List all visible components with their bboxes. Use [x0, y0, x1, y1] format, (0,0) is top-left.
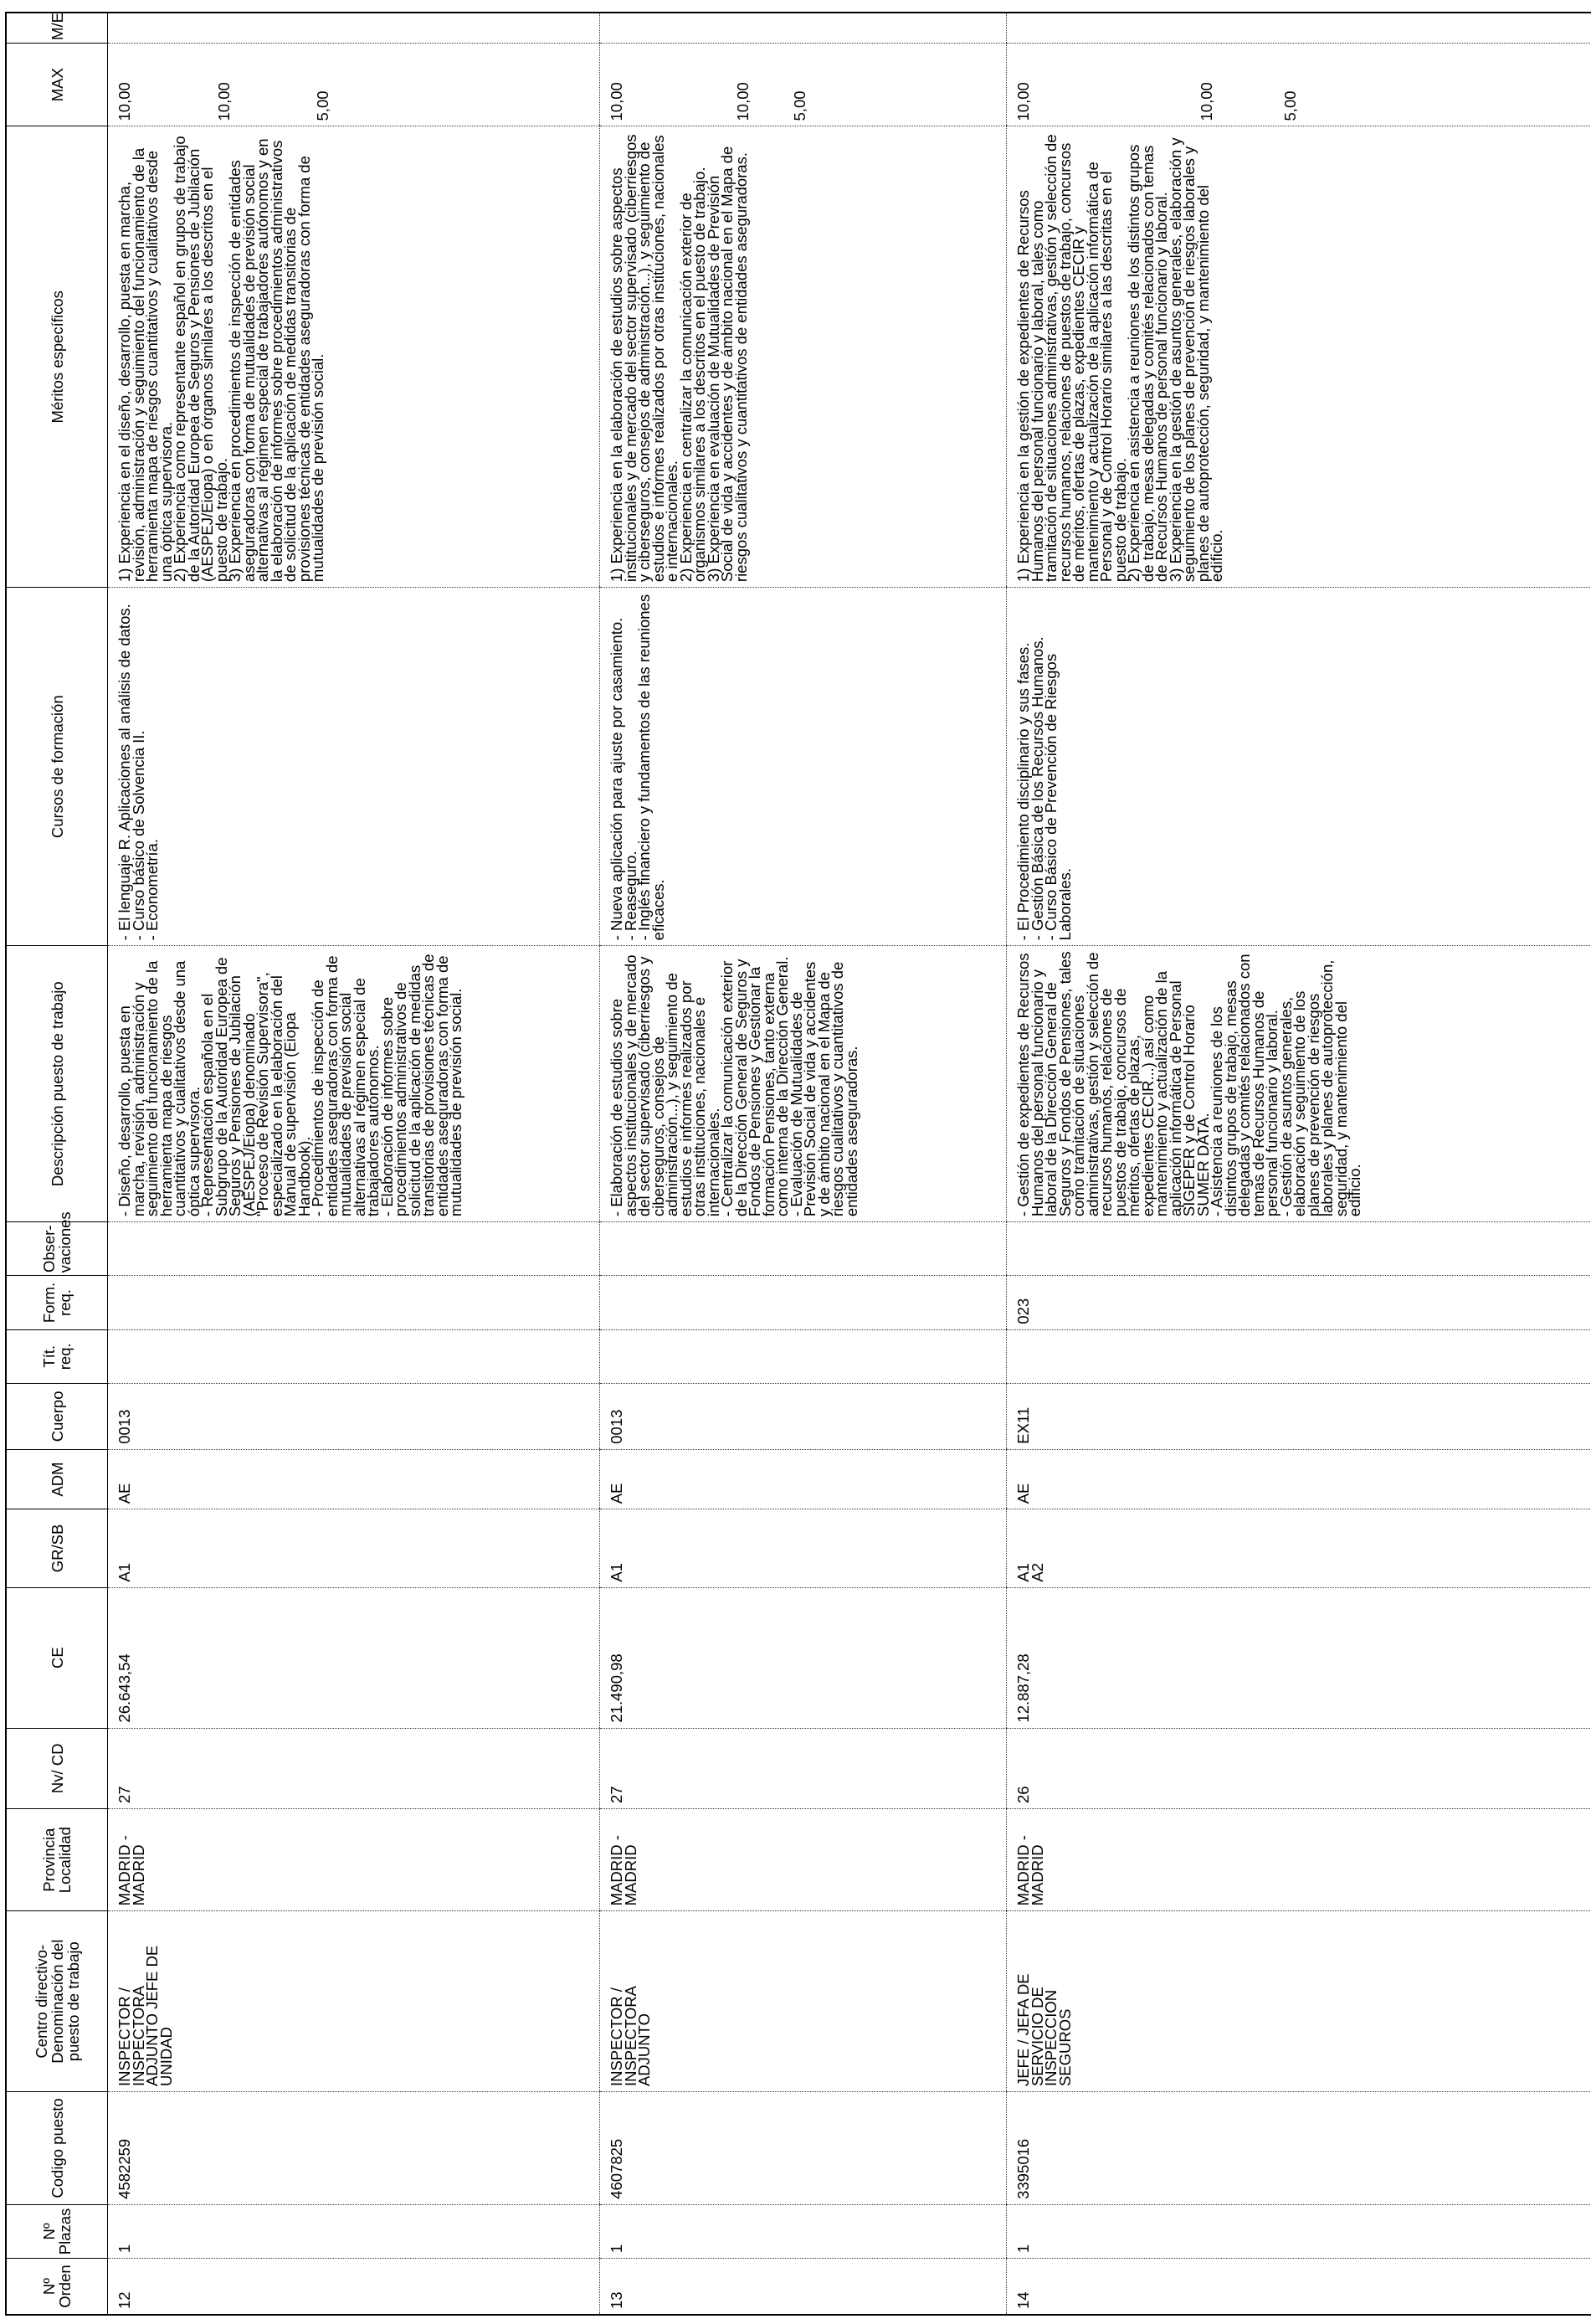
- cell-plazas: 1: [1007, 2204, 1591, 2258]
- max-value: 10,00: [1014, 82, 1032, 121]
- cell-provincia: MADRID - MADRID: [108, 1809, 600, 1911]
- cell-titulacion: [600, 1329, 1007, 1383]
- cell-nivel: 26: [1007, 1728, 1591, 1808]
- cell-meritos: 1) Experiencia en la elaboración de estudios sobre aspectos institucionales y de mercado del sector supervisado (ciberriesgos y ciberseguros, consejos de administración...), y seguimiento de estudios e informes realizados por otras instituciones, nacionales e internacionales. 2) Experiencia en centralizar la comunicación exterior de organismos similares a los descritos en el puesto de trabajo. 3) Experiencia en evaluación de Mutualidades de Previsión Social de vida y accidentes y de ámbito nacional en el Mapa de riesgos cualitativos y cuantitativos de entidades aseguradoras.: [600, 126, 1007, 588]
- header-titulacion: Tít. req.: [6, 1329, 108, 1383]
- cell-orden: 12: [108, 2259, 600, 2315]
- header-centro: Centro directivo-Denominación del puesto de trabajo: [6, 1911, 108, 2092]
- cell-titulacion: [108, 1329, 600, 1383]
- header-me: M/E: [6, 13, 108, 43]
- cell-plazas: 1: [108, 2204, 600, 2258]
- cell-descripcion: - Diseño, desarrollo, puesta en marcha, revisión, administración y seguimiento del funcionamiento de la herramienta mapa de riesgos cuantitativos y cualitativos desde una óptica supervisora. - Representación española en el Subgrupo de la Autoridad Europea de Seguros y Pensiones de Jubilación (AESPEJ/Eiopa) denominado "Proceso de Revisión Supervisora", especializado en la elaboración del Manual de supervisión (Eiopa Handbook). - Procedimientos de inspección de entidades aseguradoras con forma de mutualidades de previsión social alternativas al régimen especial de trabajadores autónomos. - Elaboración de informes sobre procedimientos administrativos de solicitud de la aplicación de medidas transitorias de provisiones técnicas de entidades aseguradoras con forma de mutualidades de previsión social.: [108, 946, 600, 1222]
- header-descripcion: Descripción puesto de trabajo: [6, 946, 108, 1222]
- cell-max: [1007, 43, 1591, 126]
- cell-descripcion: - Gestión de expedientes de Recursos Humanos del personal funcionario y laboral de la Dirección General de Seguros y Fondos de Pensiones, tales como tramitación de situaciones administrativas, gestión y selección de recursos humanos, relaciones de puestos de trabajo, concursos de méritos, ofertas de plazas, expedientes CECIR...) así como mantenimiento y actualización de la aplicación informática de Personal SIGEPER y de Control Horario SUMER DATA. - Asistencia a reuniones de los distintos grupos de trabajo, mesas delegadas y comités relacionados con temas de Recursos Humanos de personal funcionario y laboral. - Gestión de asuntos generales, elaboración y seguimiento de los planes de prevención de riesgos laborales y planes de autoprotección, seguridad, y mantenimiento del edificio.: [1007, 946, 1591, 1222]
- header-adm: ADM: [6, 1449, 108, 1509]
- cell-meritos: 1) Experiencia en la gestión de expedientes de Recursos Humanos del personal funcionario y laboral, tales como tramitación de situaciones administrativas, gestión y selección de recursos humanos, relaciones de puestos de trabajo, concursos de méritos, ofertas de plazas, expedientes CECIR y mantenimiento y actualización de la aplicación informática de Personal y de Control Horario similares a las descritas en el puesto de trabajo. 2) Experiencia en asistencia a reuniones de los distintos grupos de trabajo, mesas delegadas y comités relacionados con temas de Recursos Humanos de personal funcionario y laboral. 3) Experiencia en la gestión de asuntos generales, elaboración y seguimiento de los planes de prevención de riesgos laborales y planes de autoprotección, seguridad, y mantenimiento del edificio.: [1007, 126, 1591, 588]
- max-value: 10,00: [733, 82, 752, 121]
- header-provincia: Provincia Localidad: [6, 1809, 108, 1911]
- cell-codigo: 3395016: [1007, 2092, 1591, 2205]
- cell-codigo: 4607825: [600, 2092, 1007, 2205]
- cell-adm: AE: [108, 1449, 600, 1509]
- cell-orden: 14: [1007, 2259, 1591, 2315]
- cell-observaciones: [600, 1222, 1007, 1276]
- cell-me: [600, 13, 1007, 43]
- header-plazas: Nº Plazas: [6, 2204, 108, 2258]
- header-grupo: GR/SB: [6, 1509, 108, 1587]
- cell-cuerpo: 0013: [600, 1383, 1007, 1449]
- cell-grupo: A1: [600, 1509, 1007, 1587]
- header-observaciones: Obser-vaciones: [6, 1222, 108, 1276]
- cell-formacion: [108, 1276, 600, 1329]
- header-meritos: Méritos específicos: [6, 126, 108, 588]
- cell-provincia: MADRID - MADRID: [600, 1809, 1007, 1911]
- cell-observaciones: [108, 1222, 600, 1276]
- cell-adm: AE: [1007, 1449, 1591, 1509]
- table-row: [108, 13, 600, 2315]
- cell-titulacion: [1007, 1329, 1591, 1383]
- cell-formacion: [600, 1276, 1007, 1329]
- header-orden: Nº Orden: [6, 2259, 108, 2315]
- cell-plazas: 1: [600, 2204, 1007, 2258]
- cell-cursos: - Nueva aplicación para ajuste por casamiento. - Reaseguro. - Inglés financiero y fundamentos de las reuniones eficaces.: [600, 588, 1007, 946]
- table-row: [1007, 13, 1591, 2315]
- cell-meritos: 1) Experiencia en el diseño, desarrollo, puesta en marcha, revisión, administración y seguimiento del funcionamiento de la herramienta mapa de riesgos cuantitativos y cualitativos desde una óptica supervisora. 2) Experiencia como representante español en grupos de trabajo de la Autoridad Europea de Seguros y Pensiones de Jubilación (AESPEJ/Eiopa) o en órganos similares a los descritos en el puesto de trabajo. 3) Experiencia en procedimientos de inspección de entidades aseguradoras con forma de mutualidades de previsión social alternativas al régimen especial de trabajadores autónomos y en la elaboración de informes sobre procedimientos administrativos de solicitud de la aplicación de medidas transitorias de provisiones técnicas de entidades aseguradoras con forma de mutualidades de previsión social.: [108, 126, 600, 588]
- cell-centro: JEFE / JEFA DE SERVICIO DE INSPECCION SEGUROS: [1007, 1911, 1591, 2092]
- max-value: 5,00: [1281, 90, 1299, 121]
- cell-grupo: A1: [108, 1509, 600, 1587]
- header-cuerpo: Cuerpo: [6, 1383, 108, 1449]
- positions-table: [5, 12, 1591, 2316]
- cell-ce: 21.490,98: [600, 1587, 1007, 1728]
- max-value: 10,00: [1197, 82, 1215, 121]
- cell-max: [600, 43, 1007, 126]
- cell-ce: 12.887,28: [1007, 1587, 1591, 1728]
- cell-cuerpo: EX11: [1007, 1383, 1591, 1449]
- cell-nivel: 27: [600, 1728, 1007, 1808]
- cell-cursos: - El Procedimiento disciplinario y sus fases. - Gestión Básica de los Recursos Humanos. - Curso Básico de Prevención de Riesgos Laborales.: [1007, 588, 1591, 946]
- header-ce: CE: [6, 1587, 108, 1728]
- max-value: 10,00: [608, 82, 625, 121]
- cell-centro: INSPECTOR / INSPECTORA ADJUNTO JEFE DE UNIDAD: [108, 1911, 600, 2092]
- table-header: [6, 13, 108, 2315]
- max-value: 10,00: [214, 82, 233, 121]
- cell-descripcion: - Elaboración de estudios sobre aspectos institucionales y de mercado del sector supervisado (ciberriesgos y ciberseguros, consejos de administración...), y seguimiento de estudios e informes realizados por otras instituciones, nacionales e internacionales. - Centralizar la comunicación exterior de la Dirección General de Seguros y Fondos de Pensiones y Gestionar la formación Pensiones, tanto externa como interna de la Dirección General. - Evaluación de Mutualidades de Previsión Social de vida y accidentes y de ámbito nacional en el Mapa de riesgos cualitativos y cuantitativos de entidades aseguradoras.: [600, 946, 1007, 1222]
- cell-adm: AE: [600, 1449, 1007, 1509]
- max-value: 10,00: [115, 82, 133, 121]
- cell-observaciones: [1007, 1222, 1591, 1276]
- cell-max: [108, 43, 600, 126]
- cell-me: [1007, 13, 1591, 43]
- table-row: [600, 13, 1007, 2315]
- cell-orden: 13: [600, 2259, 1007, 2315]
- max-value: 5,00: [314, 90, 331, 121]
- header-formacion: Form. req.: [6, 1276, 108, 1329]
- header-max: MAX: [6, 43, 108, 126]
- cell-codigo: 4582259: [108, 2092, 600, 2205]
- cell-cuerpo: 0013: [108, 1383, 600, 1449]
- cell-grupo: A1 A2: [1007, 1509, 1591, 1587]
- cell-ce: 26.643,54: [108, 1587, 600, 1728]
- cell-formacion: 023: [1007, 1276, 1591, 1329]
- header-cursos: Cursos de formación: [6, 588, 108, 946]
- header-codigo: Codigo puesto: [6, 2092, 108, 2205]
- cell-cursos: - El lenguaje R. Aplicaciones al análisis de datos. - Curso básico de Solvencia II. - Econometría.: [108, 588, 600, 946]
- cell-nivel: 27: [108, 1728, 600, 1808]
- cell-centro: INSPECTOR / INSPECTORA ADJUNTO: [600, 1911, 1007, 2092]
- cell-provincia: MADRID - MADRID: [1007, 1809, 1591, 1911]
- cell-me: [108, 13, 600, 43]
- max-value: 5,00: [791, 90, 808, 121]
- header-nivel: Nv/ CD: [6, 1728, 108, 1808]
